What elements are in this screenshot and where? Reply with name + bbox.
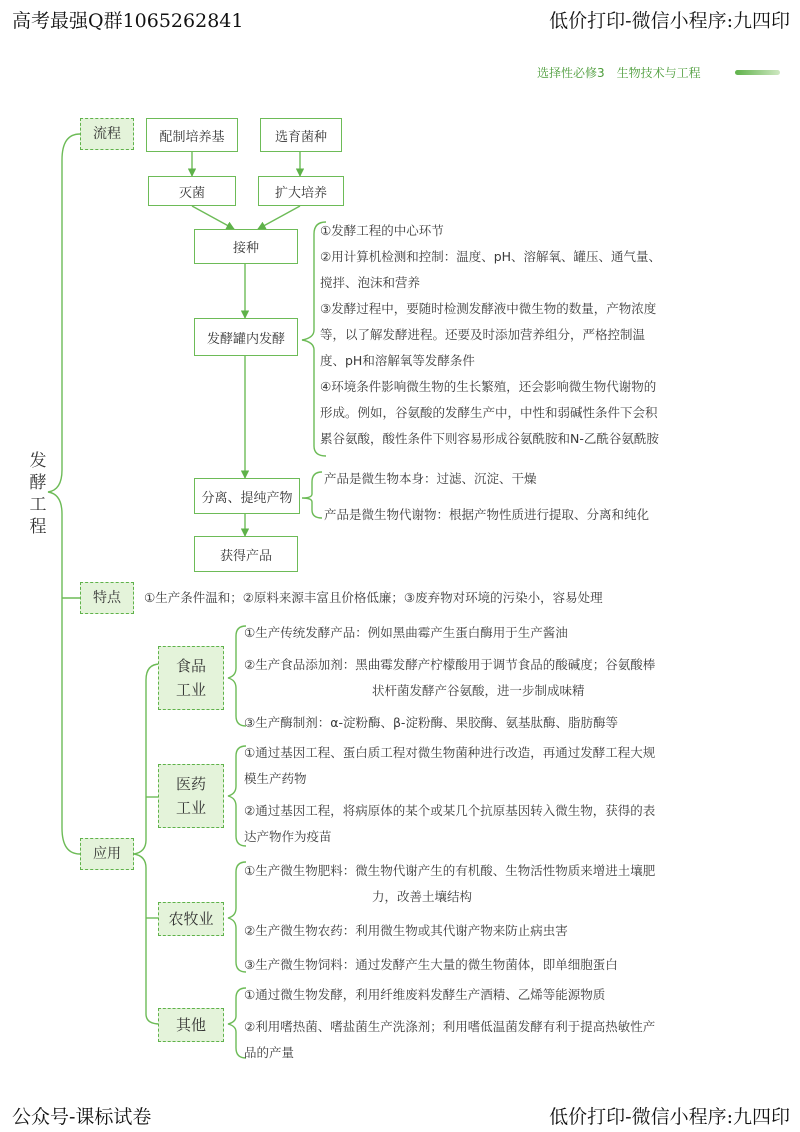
note-line: ④环境条件影响微生物的生长繁殖，还会影响微生物代谢物的	[320, 379, 657, 394]
box-select-strain: 选育菌种	[260, 118, 342, 152]
box-prepare-medium: 配制培养基	[146, 118, 238, 152]
medicine-line: ①通过基因工程、蛋白质工程对微生物菌种进行改造，再通过发酵工程大规	[244, 745, 656, 760]
header-left-text: 高考最强Q群1065262841	[12, 10, 244, 32]
note-line: ②用计算机检测和控制：温度、pH、溶解氧、罐压、通气量、	[320, 249, 662, 264]
food-line: ②生产食品添加剂：黑曲霉发酵产柠檬酸用于调节食品的酸碱度；谷氨酸棒	[244, 657, 656, 672]
tag-other: 其他	[158, 1008, 224, 1042]
root-title-char: 工	[29, 495, 47, 515]
tag-agriculture: 农牧业	[158, 902, 224, 936]
tag-process: 流程	[80, 118, 134, 150]
agriculture-line: ③生产微生物饲料：通过发酵产生大量的微生物菌体，即单细胞蛋白	[244, 957, 618, 972]
medicine-line: 达产物作为疫苗	[244, 829, 332, 844]
fermentation-notes	[320, 218, 661, 452]
box-tank-fermentation: 发酵罐内发酵	[194, 318, 298, 356]
food-line: ③生产酶制剂：α-淀粉酶、β-淀粉酶、果胶酶、氨基肽酶、脂肪酶等	[244, 715, 618, 730]
tag-medicine-industry	[158, 764, 224, 828]
note-line: 度、pH和溶解氧等发酵条件	[320, 353, 475, 368]
tag-food-line: 食品	[175, 657, 206, 675]
note-line: 搅拌、泡沫和营养	[320, 275, 421, 290]
footer-left-text: 公众号-课标试卷	[12, 1106, 152, 1128]
box-inoculate: 接种	[194, 229, 298, 264]
other-line: 品的产量	[244, 1045, 295, 1060]
medicine-line: 模生产药物	[244, 771, 307, 786]
root-title-char: 发	[29, 451, 47, 471]
root-title-char: 酵	[29, 473, 47, 493]
agriculture-line: ①生产微生物肥料：微生物代谢产生的有机酸、生物活性物质来增进土壤肥	[244, 863, 656, 878]
note-line: 形成。例如，谷氨酸的发酵生产中，中性和弱碱性条件下会积	[320, 405, 658, 420]
food-line: 状杆菌发酵产谷氨酸，进一步制成味精	[372, 683, 585, 698]
section-title: 选择性必修3 生物技术与工程	[537, 66, 701, 80]
medicine-line: ②通过基因工程，将病原体的某个或某几个抗原基因转入微生物，获得的表	[244, 803, 656, 818]
note-line: 等，以了解发酵进程。还要及时添加营养组分，严格控制温	[320, 327, 646, 342]
other-line: ①通过微生物发酵，利用纤维废料发酵生产酒精、乙烯等能源物质	[244, 987, 606, 1002]
box-obtain-product: 获得产品	[194, 536, 298, 572]
tag-food-industry	[158, 646, 224, 710]
tag-features: 特点	[80, 582, 134, 614]
agriculture-line: 力，改善土壤结构	[372, 889, 473, 904]
note-line: ③发酵过程中，要随时检测发酵液中微生物的数量，产物浓度	[320, 301, 657, 316]
tag-medicine-line: 医药	[175, 775, 206, 793]
other-line: ②利用嗜热菌、嗜盐菌生产洗涤剂；利用嗜低温菌发酵有利于提高热敏性产	[244, 1019, 656, 1034]
features-text: ①生产条件温和；②原料来源丰富且价格低廉；③废弃物对环境的污染小，容易处理	[144, 590, 603, 605]
note-line: 累谷氨酸，酸性条件下则容易形成谷氨酰胺和N-乙酰谷氨酰胺	[320, 431, 659, 446]
tag-application: 应用	[80, 838, 134, 870]
separation-note-1: 产品是微生物本身：过滤、沉淀、干燥	[324, 471, 537, 486]
tag-medicine-line: 工业	[175, 799, 206, 817]
box-separate-purify: 分离、提纯产物	[194, 478, 300, 514]
root-title-char: 程	[29, 517, 47, 537]
box-expand-culture: 扩大培养	[258, 176, 344, 206]
header-right-text: 低价打印-微信小程序:九四印	[549, 10, 790, 32]
box-sterilize: 灭菌	[148, 176, 236, 206]
separation-note-2: 产品是微生物代谢物：根据产物性质进行提取、分离和纯化	[324, 507, 650, 522]
tag-food-line: 工业	[175, 681, 206, 699]
note-line: ①发酵工程的中心环节	[320, 223, 444, 238]
root-title	[28, 450, 48, 538]
food-line: ①生产传统发酵产品：例如黑曲霉产生蛋白酶用于生产酱油	[244, 625, 568, 640]
footer-right-text: 低价打印-微信小程序:九四印	[549, 1106, 790, 1128]
agriculture-line: ②生产微生物农药：利用微生物或其代谢产物来防止病虫害	[244, 923, 568, 938]
